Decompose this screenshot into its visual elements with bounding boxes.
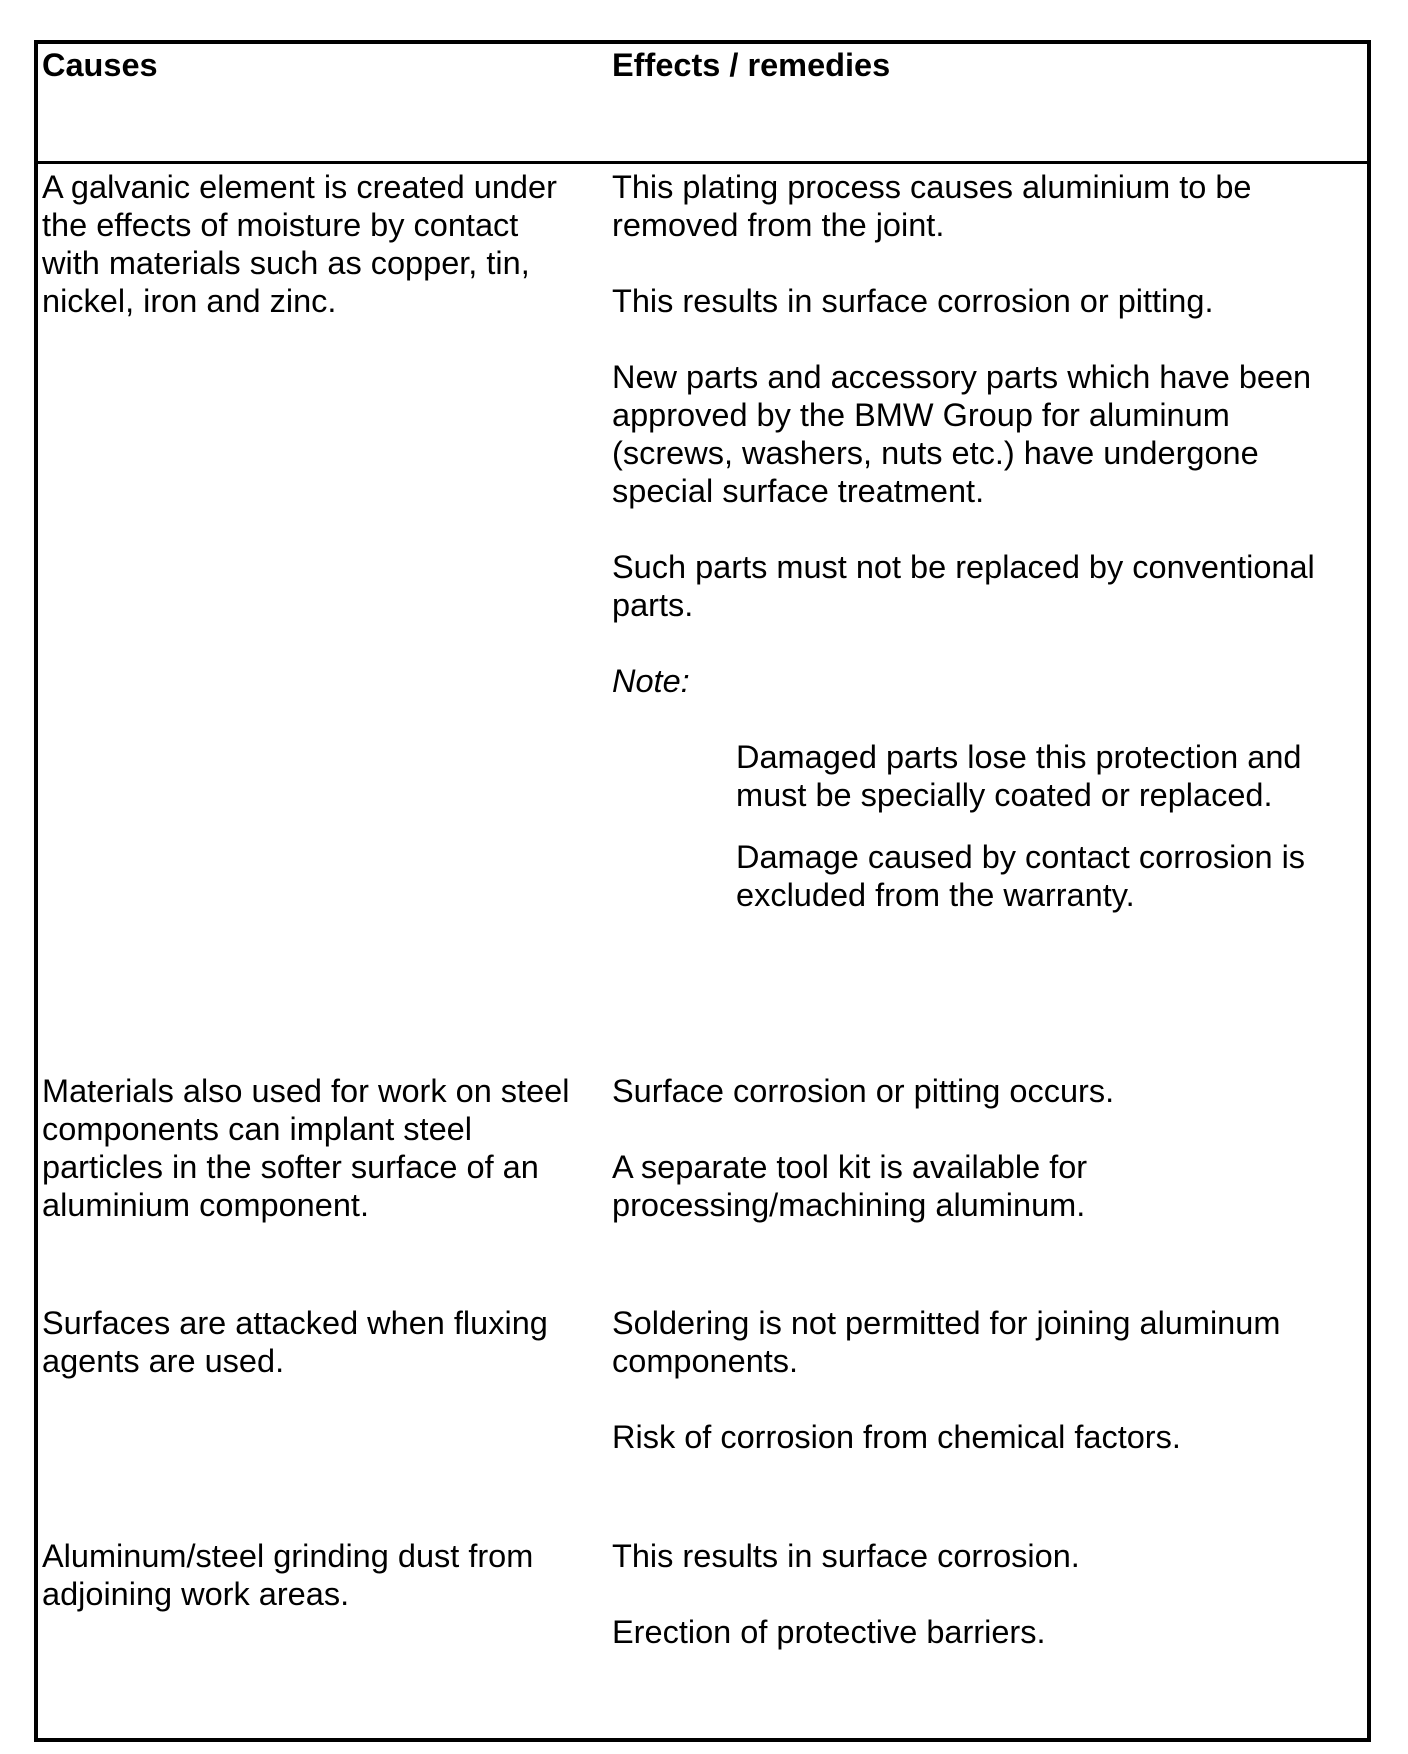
row2-effect-p2-line2: processing/machining aluminum. xyxy=(612,1187,1086,1223)
row1-note1-line1: Damaged parts lose this protection and xyxy=(736,739,1302,775)
row1-note1-line2: must be specially coated or replaced. xyxy=(736,777,1273,813)
row1-effect-p4-line2: parts. xyxy=(612,587,694,623)
header-divider xyxy=(34,161,1371,164)
row3-effect-p1-line1: Soldering is not permitted for joining aluminum xyxy=(612,1305,1281,1341)
row2-cause-line4: aluminium component. xyxy=(42,1187,369,1223)
row3-effect-p2-line1: Risk of corrosion from chemical factors. xyxy=(612,1419,1181,1455)
row4-cause-line1: Aluminum/steel grinding dust from xyxy=(42,1538,534,1574)
row1-effect-p3-line4: special surface treatment. xyxy=(612,473,985,509)
row3-effect-p1-line2: components. xyxy=(612,1343,799,1379)
row1-cause-line2: the effects of moisture by contact xyxy=(42,207,519,243)
row1-cause-line3: with materials such as copper, tin, xyxy=(42,245,530,281)
row1-note2-line1: Damage caused by contact corrosion is xyxy=(736,839,1306,875)
row1-cause-line4: nickel, iron and zinc. xyxy=(42,283,337,319)
row2-cause-line1: Materials also used for work on steel xyxy=(42,1073,570,1109)
row1-cause-line1: A galvanic element is created under xyxy=(42,169,557,205)
row1-effect-p1-line2: removed from the joint. xyxy=(612,207,945,243)
row1-note2-line2: excluded from the warranty. xyxy=(736,877,1135,913)
row4-effect-p1-line1: This results in surface corrosion. xyxy=(612,1538,1080,1574)
row1-effect-p1-line1: This plating process causes aluminium to be xyxy=(612,169,1252,205)
header-effects-remedies: Effects / remedies xyxy=(612,47,891,83)
row2-cause-line3: particles in the softer surface of an xyxy=(42,1149,539,1185)
header-causes: Causes xyxy=(42,47,158,83)
row1-effect-p3-line1: New parts and accessory parts which have been xyxy=(612,359,1312,395)
row3-cause-line2: agents are used. xyxy=(42,1343,285,1379)
row2-effect-p2-line1: A separate tool kit is available for xyxy=(612,1149,1088,1185)
row3-cause-line1: Surfaces are attacked when fluxing xyxy=(42,1305,548,1341)
row1-effect-p3-line2: approved by the BMW Group for aluminum xyxy=(612,397,1230,433)
row1-effect-p4-line1: Such parts must not be replaced by conventional xyxy=(612,549,1315,585)
row1-effect-p2-line1: This results in surface corrosion or pitting. xyxy=(612,283,1214,319)
row1-note-label: Note: xyxy=(612,663,690,699)
row4-effect-p2-line1: Erection of protective barriers. xyxy=(612,1614,1046,1650)
row2-effect-p1-line1: Surface corrosion or pitting occurs. xyxy=(612,1073,1115,1109)
row1-effect-p3-line3: (screws, washers, nuts etc.) have undergone xyxy=(612,435,1259,471)
row4-cause-line2: adjoining work areas. xyxy=(42,1576,350,1612)
row2-cause-line2: components can implant steel xyxy=(42,1111,472,1147)
